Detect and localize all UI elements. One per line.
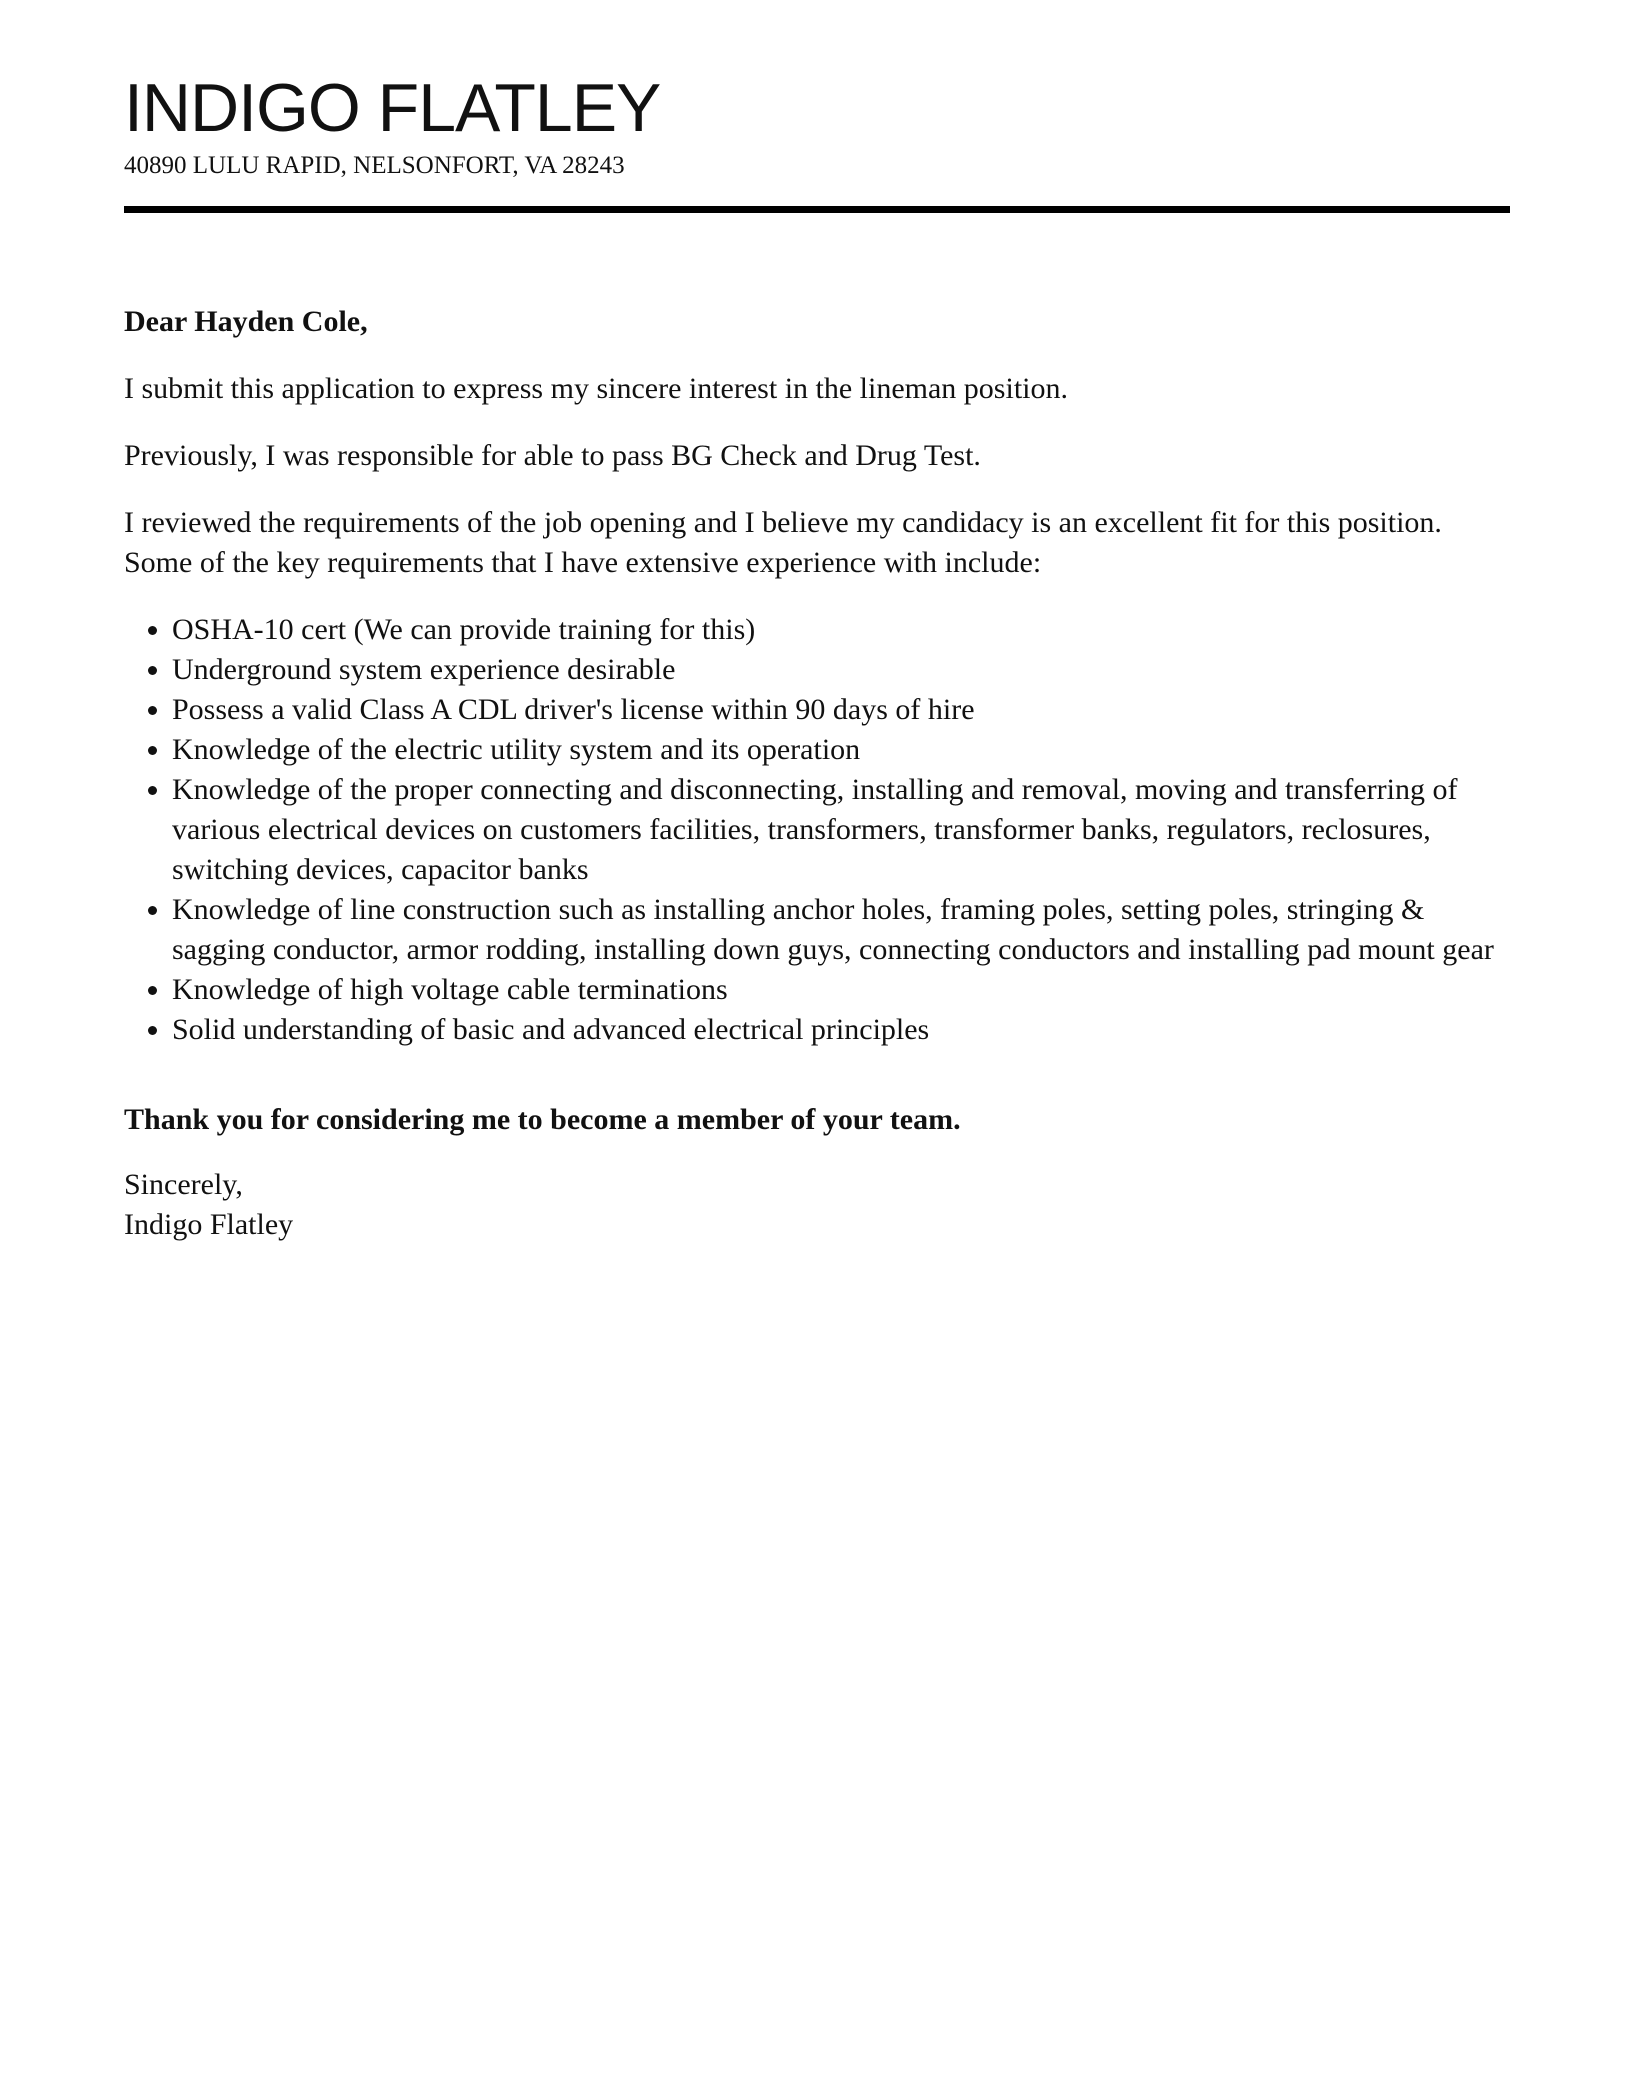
header-divider [124,206,1510,213]
list-item: • Knowledge of high voltage cable terminations [172,970,1510,1010]
experience-paragraph: Previously, I was responsible for able to pass BG Check and Drug Test. [124,439,981,472]
applicant-address: 40890 LULU RAPID, NELSONFORT, VA 28243 [124,152,625,179]
list-item: • Possess a valid Class A CDL driver's license within 90 days of hire [172,690,1510,730]
signature-block [124,1165,1510,1245]
signoff: Sincerely, [124,1168,243,1201]
list-item: • Underground system experience desirable [172,650,1510,690]
thank-you-line: Thank you for considering me to become a member of your team. [124,1103,961,1136]
signature-name: Indigo Flatley [124,1208,294,1241]
requirements-list [124,610,1510,1050]
list-item: • Knowledge of line construction such as installing anchor holes, framing poles, setting poles, stringing & sagging conductor, armor rodding, installing down guys, connecting conductors and installing pad mount gear [172,890,1510,970]
intro-paragraph: I submit this application to express my sincere interest in the lineman position. [124,372,1068,405]
list-item: • Knowledge of the proper connecting and disconnecting, installing and removal, moving and transferring of various electrical devices on customers facilities, transformers, transformer banks, regulators, reclosures, switching devices, capacitor banks [172,770,1510,890]
list-item: • Knowledge of the electric utility system and its operation [172,730,1510,770]
requirements-intro-paragraph: I reviewed the requirements of the job opening and I believe my candidacy is an excellent fit for this position. Some of the key requirements that I have extensive experience with include: [124,506,1442,579]
list-item: • Solid understanding of basic and advanced electrical principles [172,1010,1510,1050]
salutation: Dear Hayden Cole, [124,305,368,338]
applicant-name: INDIGO FLATLEY [124,70,661,146]
letter-body [124,302,1510,1272]
list-item: • OSHA-10 cert (We can provide training for this) [172,610,1510,650]
